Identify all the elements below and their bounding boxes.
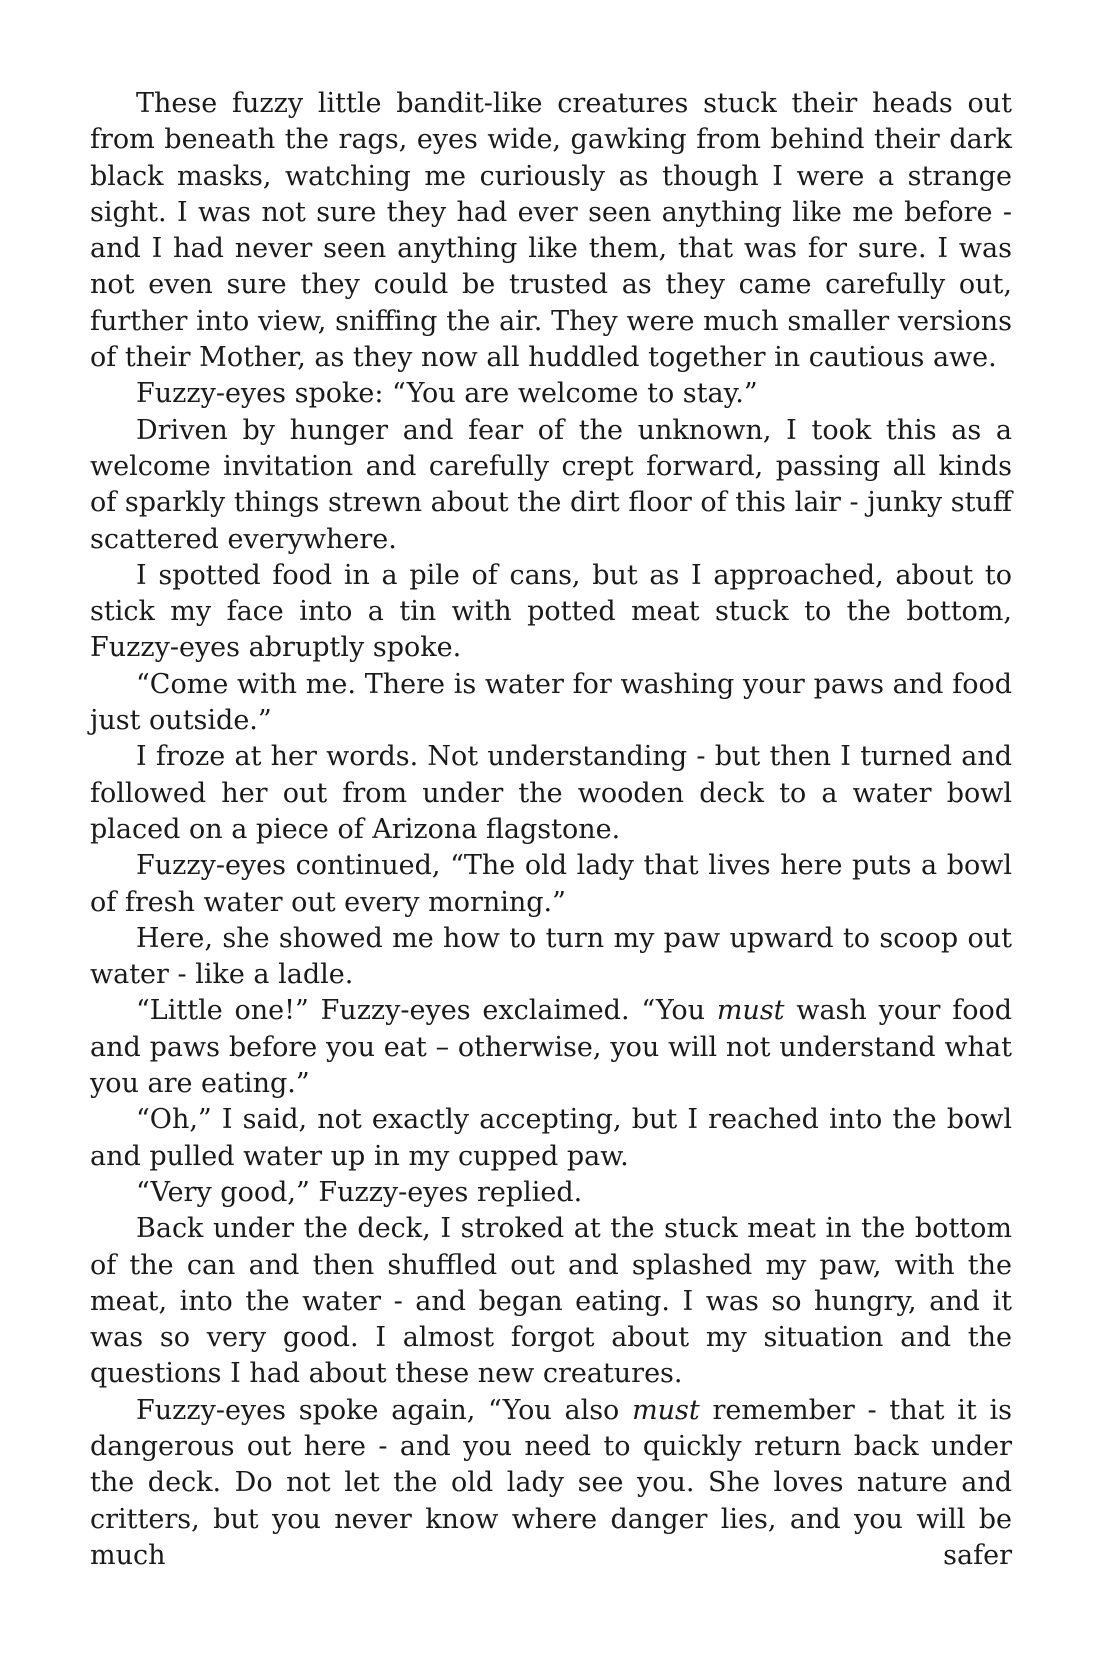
emphasis-must: must (716, 995, 785, 1027)
paragraph-scoop-water: Here, she showed me how to turn my paw upward to scoop out water - like a ladle. (90, 922, 1012, 991)
paragraph-back-under-deck: Back under the deck, I stroked at the stuck meat in the bottom of the can and then shuffled out and splashed my paw, with the meat, into the water - and began eating. I was so hungry, and it was so very good. I almost forgot about my situation and the questions I had about these new creatures. (90, 1213, 1012, 1390)
paragraph-driven-by-hunger: Driven by hunger and fear of the unknown, I took this as a welcome invitation and carefully crept forward, passing all kinds of sparkly things strewn about the dirt floor of this lair - junky stuff scattered everywhere. (90, 414, 1012, 555)
book-page (90, 86, 1012, 1574)
paragraph-very-good: “Very good,” Fuzzy-eyes replied. (136, 1176, 583, 1208)
paragraph-old-lady-bowl: Fuzzy-eyes continued, “The old lady that lives here puts a bowl of fresh water out every morning.” (90, 850, 1012, 918)
paragraph-come-with-me: “Come with me. There is water for washing your paws and food just outside.” (90, 668, 1012, 737)
paragraph-welcome: Fuzzy-eyes spoke: “You are welcome to stay.” (136, 378, 758, 410)
paragraph-froze: I froze at her words. Not understanding - but then I turned and followed her out from under the wooden deck to a water bowl placed on a piece of Arizona flagstone. (90, 741, 1012, 845)
paragraph-spoke-again: Fuzzy-eyes spoke again, “You also must remember - that it is dangerous out here - and you need to quickly return back under the deck. Do not let the old lady see you. She loves nature and critters, but you never know where danger lies, and you will be much safer (90, 1394, 1012, 1571)
paragraph-raccoon-kits: These fuzzy little bandit-like creatures stuck their heads out from beneath the rags, eyes wide, gawking from behind their dark black masks, watching me curiously as though I were a strange sight. I was not sure they had ever seen anything like me before - and I had never seen anything like them, that was for sure. I was not even sure they could be trusted as they came carefully out, further into view, sniffing the air. They were much smaller versions of their Mother, as they now all huddled together in cautious awe. (90, 88, 1012, 374)
paragraph-oh-i-said: “Oh,” I said, not exactly accepting, but I reached into the bowl and pulled water up in my cupped paw. (90, 1104, 1012, 1172)
emphasis-must: must (632, 1394, 700, 1426)
paragraph-little-one: “Little one!” Fuzzy-eyes exclaimed. “You must wash your food and paws before you eat – otherwise, you will not understand what you are eating.” (90, 995, 1012, 1100)
paragraph-spotted-food: I spotted food in a pile of cans, but as I approached, about to stick my face into a tin with potted meat stuck to the bottom, Fuzzy-eyes abruptly spoke. (90, 559, 1012, 664)
